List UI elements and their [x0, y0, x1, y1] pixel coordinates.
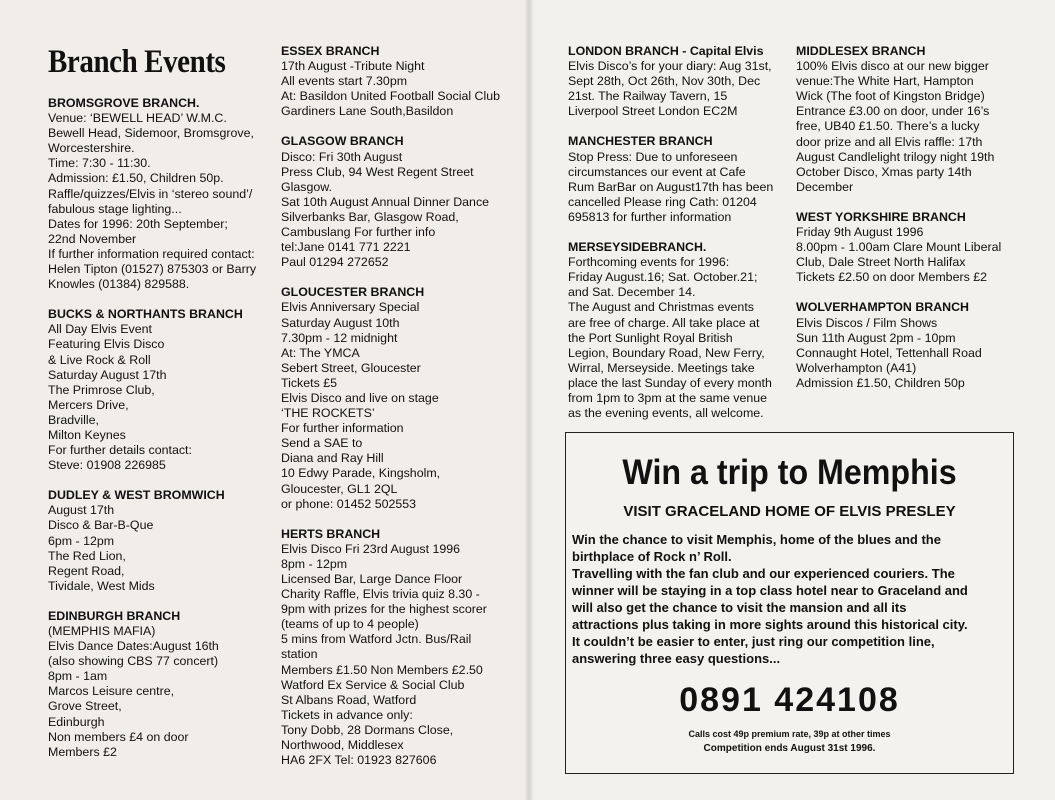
competition-title: Win a trip to Memphis: [622, 453, 957, 492]
branch-detail-line: Wolverhampton (A41): [796, 360, 917, 375]
branch-detail-line: are free of charge. All take place at: [568, 315, 760, 330]
page-title: Branch Events: [48, 44, 226, 80]
branch-detail-line: & Live Rock & Roll: [48, 352, 151, 367]
branch-listing: [48, 609, 273, 760]
branch-listing: [796, 300, 1018, 391]
branch-detail-line: Send a SAE to: [281, 436, 363, 451]
branch-detail-line: Licensed Bar, Large Dance Floor: [281, 572, 463, 586]
branch-detail-line: December: [796, 179, 854, 194]
branch-detail-line: Paul 01294 272652: [281, 255, 389, 270]
branch-detail-line: 8pm - 12pm: [281, 556, 348, 571]
competition-phone-number: 0891 424108: [679, 681, 900, 719]
branch-detail-line: Dates for 1996: 20th September;: [48, 216, 228, 231]
branch-listing: [48, 307, 273, 473]
branch-detail-line: Sept 28th, Oct 26th, Nov 30th, Dec: [568, 74, 761, 89]
competition-box: [565, 432, 1014, 774]
branch-heading: WEST YORKSHIRE BRANCH: [796, 209, 966, 224]
branch-detail-line: Elvis Dance Dates:August 16th: [48, 639, 219, 654]
branch-detail-line: Elvis Disco’s for your diary: Aug 31st,: [568, 59, 772, 74]
branch-detail-line: Disco: Fri 30th August: [281, 149, 403, 164]
branch-detail-line: Legion, Boundary Road, New Ferry,: [568, 345, 765, 360]
branch-listing: [281, 44, 511, 119]
branch-detail-line: station: [281, 647, 318, 662]
branch-heading: MIDDLESEX BRANCH: [796, 44, 926, 58]
branch-detail-line: as the evening events, all welcome.: [568, 406, 764, 421]
branch-detail-line: Gardiners Lane South,Basildon: [281, 104, 454, 119]
branch-detail-line: ‘THE ROCKETS’: [281, 406, 375, 421]
branch-detail-line: Featuring Elvis Disco: [48, 337, 165, 352]
branch-heading: MERSEYSIDEBRANCH.: [568, 240, 707, 255]
branch-detail-line: 17th August -Tribute Night: [281, 59, 425, 74]
branch-detail-line: (teams of up to 4 people): [281, 617, 419, 632]
branch-listing: [281, 285, 511, 511]
branch-detail-line: Press Club, 94 West Regent Street: [281, 164, 474, 179]
branch-detail-line: August 17th: [48, 503, 115, 518]
branch-detail-line: Tickets in advance only:: [281, 707, 413, 722]
branch-detail-line: 8pm - 1am: [48, 669, 108, 684]
column-3: [568, 44, 786, 436]
competition-body-line: Travelling with the fan club and our experienced couriers. The: [572, 566, 955, 581]
branch-detail-line: Wick (The foot of Kingston Bridge): [796, 89, 985, 104]
branch-detail-line: place the last Sunday of every month: [568, 375, 772, 390]
branch-detail-line: free, UB40 £1.50. There’s a lucky: [796, 119, 980, 134]
branch-heading: ESSEX BRANCH: [281, 44, 380, 58]
branch-detail-line: Edinburgh: [48, 714, 105, 729]
branch-detail-line: Regent Road,: [48, 563, 125, 578]
branch-detail-line: Northwood, Middlesex: [281, 738, 404, 753]
branch-detail-line: Elvis Discos / Film Shows: [796, 315, 938, 330]
branch-listing: [48, 488, 273, 594]
branch-listing: [568, 44, 786, 119]
branch-detail-line: Admission: £1.50, Children 50p.: [48, 171, 224, 186]
branch-detail-line: Connaught Hotel, Tettenhall Road: [796, 345, 982, 360]
branch-detail-line: Elvis Disco Fri 23rd August 1996: [281, 541, 461, 556]
competition-body-line: It couldn’t be easier to enter, just ring our competition line,: [572, 634, 935, 649]
branch-heading: BROMSGROVE BRANCH.: [48, 96, 200, 110]
call-cost-note: Calls cost 49p premium rate, 39p at other times: [688, 729, 891, 739]
competition-body-line: answering three easy questions...: [572, 651, 781, 666]
branch-detail-line: Disco & Bar-B-Que: [48, 518, 154, 533]
column-1: [48, 44, 273, 775]
branch-detail-line: fabulous stage lighting...: [48, 201, 182, 216]
branch-detail-line: Helen Tipton (01527) 875303 or Barry: [48, 262, 257, 277]
branch-detail-line: Wirral, Merseyside. Meetings take: [568, 360, 755, 375]
branch-detail-line: 7.30pm - 12 midnight: [281, 330, 398, 345]
branch-detail-line: Raffle/quizzes/Elvis in ‘stereo sound’/: [48, 186, 253, 201]
branch-detail-line: 5 mins from Watford Jctn. Bus/Rail: [281, 632, 472, 647]
branch-detail-line: At: The YMCA: [281, 345, 360, 360]
branch-detail-line: Silverbanks Bar, Glasgow Road,: [281, 209, 459, 224]
branch-detail-line: Non members £4 on door: [48, 729, 189, 744]
branch-detail-line: The August and Christmas events: [568, 300, 754, 315]
branch-detail-line: Venue: ‘BEWELL HEAD’ W.M.C.: [48, 111, 227, 126]
branch-heading: BUCKS & NORTHANTS BRANCH: [48, 307, 243, 322]
branch-detail-line: Gloucester, GL1 2QL: [281, 481, 398, 496]
branch-detail-line: Sat 10th August Annual Dinner Dance: [281, 194, 490, 209]
branch-detail-line: All events start 7.30pm: [281, 74, 408, 89]
branch-detail-line: 10 Edwy Parade, Kingsholm,: [281, 466, 441, 481]
branch-detail-line: The Red Lion,: [48, 548, 126, 563]
branch-detail-line: Rum BarBar on August17th has been: [568, 179, 774, 194]
competition-subtitle: VISIT GRACELAND HOME OF ELVIS PRESLEY: [623, 503, 956, 520]
branch-detail-line: cancelled Please ring Cath: 01204: [568, 194, 757, 209]
branch-detail-line: For further details contact:: [48, 443, 192, 458]
branch-detail-line: Bewell Head, Sidemoor, Bromsgrove,: [48, 126, 254, 141]
branch-detail-line: Tickets £5: [281, 375, 338, 390]
branch-detail-line: Friday August.16; Sat. October.21;: [568, 270, 758, 285]
branch-detail-line: All Day Elvis Event: [48, 322, 152, 337]
branch-detail-line: Liverpool Street London EC2M: [568, 104, 738, 119]
competition-body-line: Win the chance to visit Memphis, home of the blues and the: [572, 532, 941, 547]
branch-detail-line: Time: 7:30 - 11:30.: [48, 156, 151, 171]
branch-detail-line: Sebert Street, Gloucester: [281, 360, 421, 375]
branch-detail-line: Tividale, West Mids: [48, 578, 155, 593]
branch-detail-line: Elvis Anniversary Special: [281, 300, 420, 315]
branch-detail-line: the Port Sunlight Royal British: [568, 330, 733, 345]
branch-detail-line: At: Basildon United Football Social Club: [281, 89, 501, 104]
branch-detail-line: circumstances our event at Cafe: [568, 164, 746, 179]
branch-detail-line: (also showing CBS 77 concert): [48, 654, 219, 669]
branch-detail-line: Friday 9th August 1996: [796, 225, 924, 240]
branch-heading: GLOUCESTER BRANCH: [281, 285, 425, 300]
branch-detail-line: Glasgow.: [281, 179, 332, 194]
branch-heading: GLASGOW BRANCH: [281, 134, 404, 149]
branch-detail-line: Tickets £2.50 on door Members £2: [796, 270, 988, 285]
branch-detail-line: Sun 11th August 2pm - 10pm: [796, 330, 956, 345]
branch-listing: [281, 134, 511, 270]
branch-detail-line: Knowles (01384) 829588.: [48, 277, 190, 292]
branch-detail-line: Entrance £3.00 on door, under 16’s: [796, 104, 990, 119]
branch-heading: WOLVERHAMPTON BRANCH: [796, 300, 970, 315]
branch-heading: EDINBURGH BRANCH: [48, 608, 181, 623]
branch-detail-line: Marcos Leisure centre,: [48, 684, 175, 699]
branch-detail-line: 9pm with prizes for the highest scorer: [281, 602, 487, 617]
branch-detail-line: Members £2: [48, 744, 117, 759]
branch-detail-line: Saturday August 10th: [281, 315, 400, 330]
branch-detail-line: If further information required contact:: [48, 246, 255, 261]
branch-listing: [568, 134, 786, 225]
branch-detail-line: Grove Street,: [48, 699, 122, 714]
branch-detail-line: Worcestershire.: [48, 141, 135, 156]
competition-closing-date: Competition ends August 31st 1996.: [703, 743, 876, 754]
branch-detail-line: Members £1.50 Non Members £2.50: [281, 662, 483, 677]
branch-detail-line: August Candlelight trilogy night 19th: [796, 149, 995, 164]
branch-listing: [568, 240, 786, 421]
branch-detail-line: The Primrose Club,: [48, 382, 155, 397]
branch-detail-line: Saturday August 17th: [48, 367, 167, 382]
column-4: [796, 44, 1018, 406]
branch-detail-line: 100% Elvis disco at our new bigger: [796, 59, 989, 74]
branch-detail-line: and Sat. December 14.: [568, 285, 696, 300]
branch-detail-line: Club, Dale Street North Halifax: [796, 255, 966, 270]
branch-detail-line: Cambuslang For further info: [281, 225, 436, 240]
column-2: [281, 44, 511, 783]
branch-detail-line: Admission £1.50, Children 50p: [796, 375, 965, 390]
branch-detail-line: Stop Press: Due to unforeseen: [568, 149, 738, 164]
competition-body-line: winner will be staying in a top class hotel near to Graceland and: [572, 583, 968, 598]
branch-detail-line: door prize and all Elvis raffle: 17th: [796, 134, 983, 149]
branch-detail-line: HA6 2FX Tel: 01923 827606: [281, 753, 437, 768]
branch-detail-line: Milton Keynes: [48, 427, 126, 442]
branch-detail-line: 21st. The Railway Tavern, 15: [568, 89, 728, 104]
branch-detail-line: St Albans Road, Watford: [281, 692, 417, 707]
branch-detail-line: For further information: [281, 421, 404, 436]
branch-detail-line: tel:Jane 0141 771 2221: [281, 240, 411, 255]
competition-body-line: birthplace of Rock n’ Roll.: [572, 549, 732, 564]
branch-heading: HERTS BRANCH: [281, 526, 381, 541]
branch-detail-line: venue:The White Hart, Hampton: [796, 74, 974, 89]
branch-detail-line: 8.00pm - 1.00am Clare Mount Liberal: [796, 240, 1002, 255]
branch-detail-line: 22nd November: [48, 231, 137, 246]
competition-body-line: attractions plus taking in more sights around this historical city.: [572, 617, 968, 632]
branch-listing: [48, 96, 273, 292]
branch-detail-line: October Disco, Xmas party 14th: [796, 164, 972, 179]
branch-heading: MANCHESTER BRANCH: [568, 134, 713, 149]
branch-detail-line: (MEMPHIS MAFIA): [48, 624, 156, 638]
branch-detail-line: Bradville,: [48, 412, 99, 427]
competition-body-line: will also get the chance to visit the mansion and all its: [572, 600, 907, 615]
branch-detail-line: 6pm - 12pm: [48, 533, 115, 548]
branch-detail-line: from 1pm to 3pm at the same venue: [568, 390, 768, 405]
branch-detail-line: or phone: 01452 502553: [281, 496, 417, 511]
branch-detail-line: Diana and Ray Hill: [281, 451, 384, 466]
branch-detail-line: Charity Raffle, Elvis trivia quiz 8.30 -: [281, 587, 480, 602]
branch-detail-line: 695813 for further information: [568, 209, 732, 224]
branch-detail-line: Steve: 01908 226985: [48, 458, 166, 473]
branch-listing: [281, 527, 511, 769]
competition-body: [572, 531, 1012, 667]
branch-heading: DUDLEY & WEST BROMWICH: [48, 488, 225, 503]
branch-detail-line: Watford Ex Service & Social Club: [281, 677, 465, 692]
branch-detail-line: Tony Dobb, 28 Dormans Close,: [281, 722, 454, 737]
page-gutter: [524, 0, 534, 800]
branch-detail-line: Mercers Drive,: [48, 397, 129, 412]
branch-heading: LONDON BRANCH - Capital Elvis: [568, 44, 764, 58]
branch-detail-line: Forthcoming events for 1996:: [568, 255, 730, 270]
branch-listing: [796, 210, 1018, 285]
branch-detail-line: Elvis Disco and live on stage: [281, 390, 439, 405]
branch-listing: [796, 44, 1018, 195]
